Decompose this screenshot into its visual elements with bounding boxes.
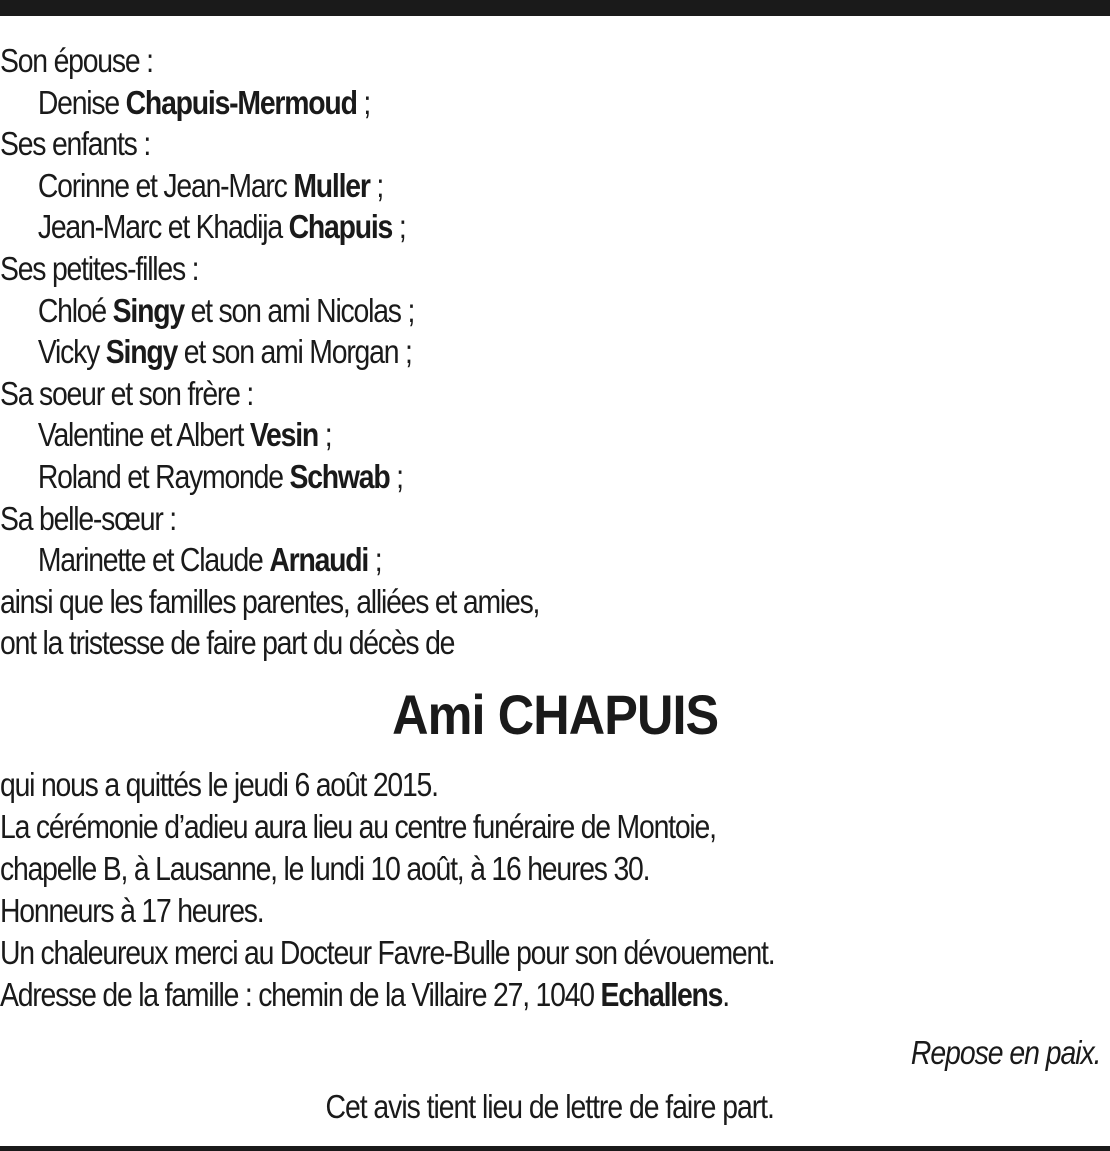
sister-in-law-end: ; [368, 541, 382, 579]
granddaughter-first: Vicky [37, 333, 106, 371]
sibling-end: ; [389, 457, 403, 495]
child-entry [0, 165, 955, 207]
announcement-line: ont la tristesse de faire part du décès de [0, 624, 455, 662]
top-border-rule [0, 0, 1110, 16]
deceased-name [0, 680, 1110, 750]
granddaughter-first: Chloé [37, 291, 113, 329]
notice-line [0, 1086, 1100, 1128]
sibling-entry [0, 414, 955, 456]
honours-line: Honneurs à 17 heures. [0, 892, 264, 929]
sibling-first: Roland et Raymonde [37, 457, 290, 495]
closing-phrase: Repose en paix. [910, 1034, 1100, 1071]
child-first: Corinne et Jean-Marc [37, 166, 294, 204]
granddaughter-entry [0, 331, 955, 373]
granddaughter-entry [0, 290, 955, 332]
family-list [0, 40, 1110, 664]
address-line [0, 974, 955, 1016]
granddaughter-last: Singy [105, 333, 178, 371]
siblings-label: Sa soeur et son frère : [0, 374, 254, 412]
ceremony-line: chapelle B, à Lausanne, le lundi 10 août, à 16 heures 30. [0, 850, 650, 887]
child-last: Muller [293, 166, 370, 204]
wife-label: Son épouse : [0, 42, 153, 79]
children-label: Ses enfants : [0, 125, 151, 163]
sibling-last: Schwab [289, 457, 390, 495]
address-city: Echallens [600, 976, 723, 1013]
date-line: qui nous a quittés le jeudi 6 août 2015. [0, 766, 438, 803]
granddaughter-last: Singy [112, 291, 184, 329]
thanks-line: Un chaleureux merci au Docteur Favre-Bulle pour son dévouement. [0, 934, 775, 971]
ceremony-line: La cérémonie d’adieu aura lieu au centre funéraire de Montoie, [0, 808, 716, 845]
address-prefix: Adresse de la famille : chemin de la Villaire 27, 1040 [0, 976, 601, 1013]
ceremony-details [0, 764, 1110, 1016]
sibling-last: Vesin [249, 416, 319, 454]
wife-end: ; [356, 83, 371, 121]
address-end: . [722, 976, 729, 1013]
relatives-line: ainsi que les familles parentes, alliées et amies, [0, 582, 540, 620]
child-entry [0, 206, 955, 248]
granddaughters-label: Ses petites-filles : [0, 249, 199, 287]
granddaughter-end: et son ami Nicolas ; [183, 291, 415, 329]
sibling-entry [0, 456, 955, 498]
wife-last: Chapuis-Mermoud [125, 83, 357, 121]
sister-in-law-entry [0, 539, 955, 581]
child-last: Chapuis [288, 208, 393, 246]
child-end: ; [369, 166, 384, 204]
sibling-end: ; [318, 416, 332, 454]
sibling-first: Valentine et Albert [37, 416, 250, 454]
child-first: Jean-Marc et Khadija [37, 208, 289, 246]
wife-entry [0, 82, 955, 124]
bottom-border-rule [0, 1146, 1110, 1151]
deceased-name-text: Ami CHAPUIS [391, 683, 719, 746]
child-end: ; [392, 208, 406, 246]
wife-first: Denise [37, 83, 126, 121]
sister-in-law-first: Marinette et Claude [37, 541, 270, 579]
granddaughter-end: et son ami Morgan ; [177, 333, 412, 371]
notice-text: Cet avis tient lieu de lettre de faire part. [325, 1088, 775, 1125]
sister-in-law-last: Arnaudi [269, 541, 369, 579]
sister-in-law-label: Sa belle-sœur : [0, 499, 176, 537]
